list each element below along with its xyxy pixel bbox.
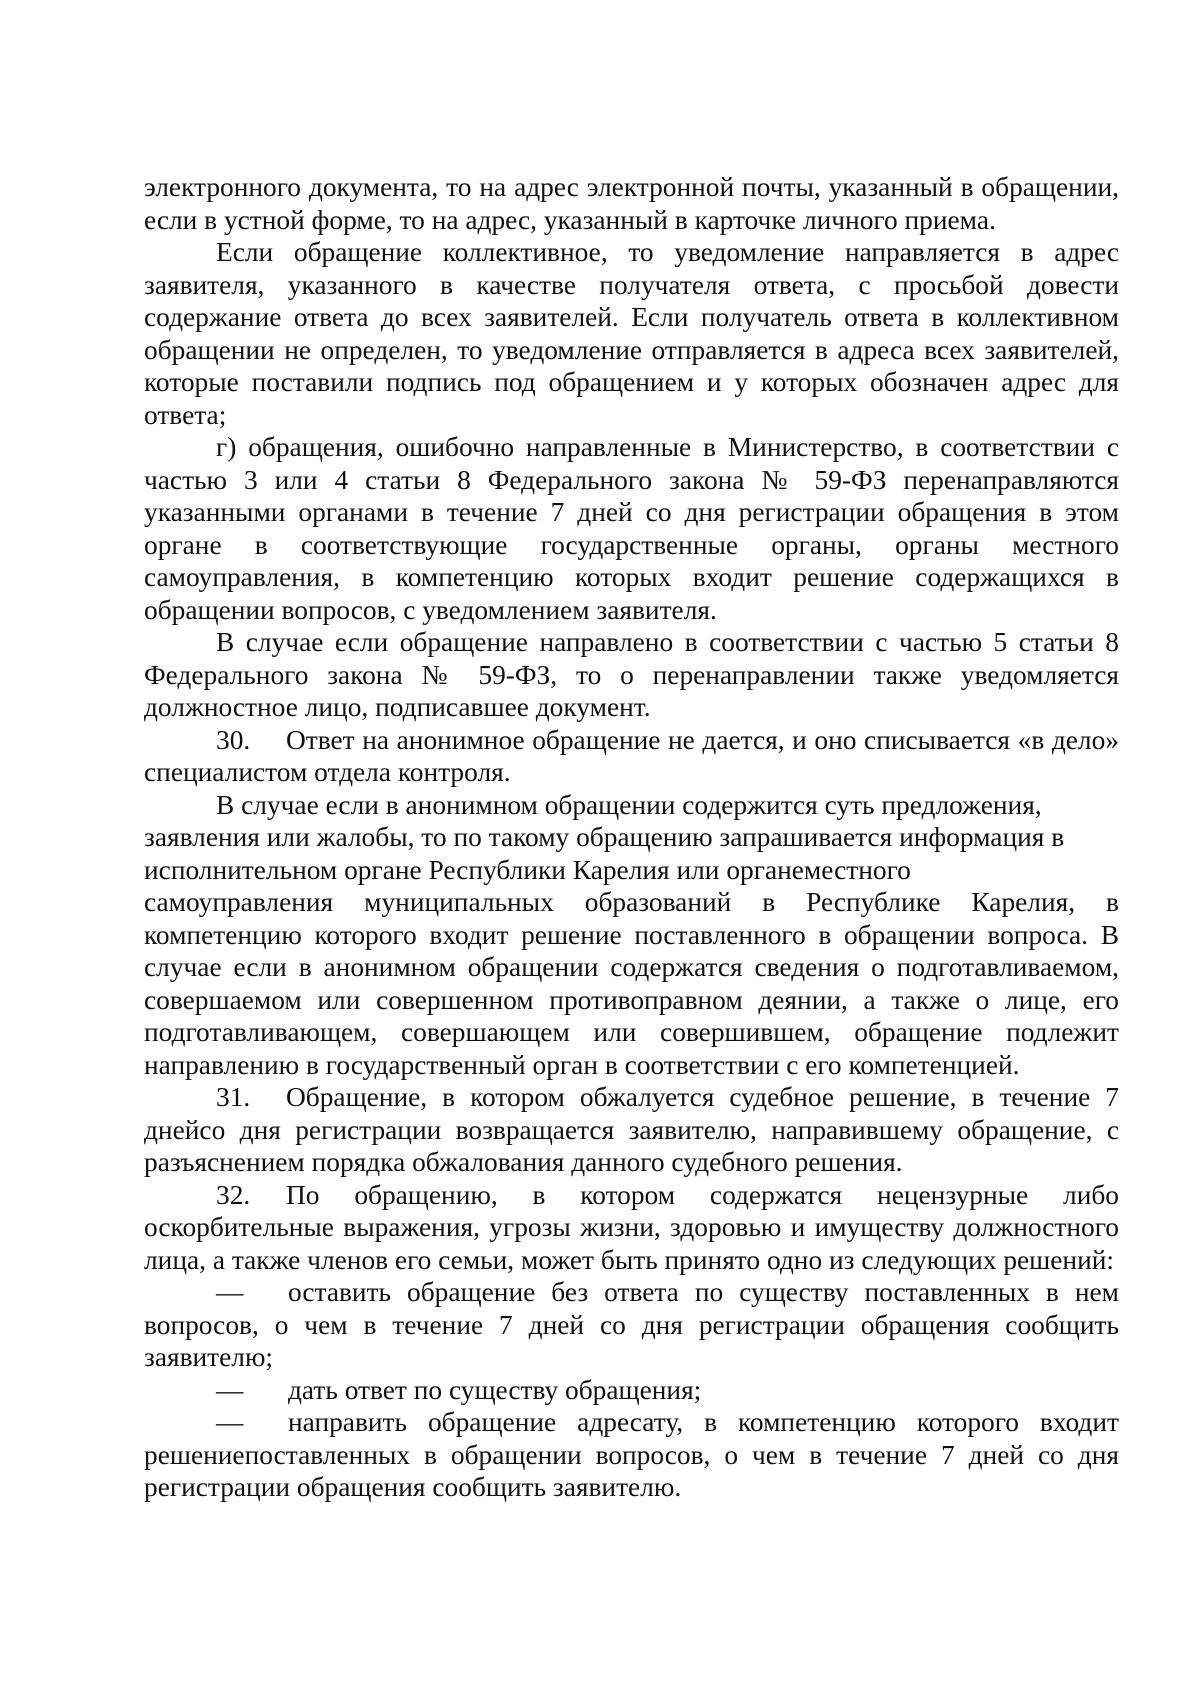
paragraph-30	[144, 724, 1119, 789]
paragraph-number: 32.	[216, 1179, 251, 1210]
paragraph-collective-appeal: Если обращение коллективное, то уведомление направляется в адрес заявителя, указанного в качестве получателя ответа, с просьбой довести содержание ответа до всех заявителей. Если получатель ответа в коллективном обращении не определен, то уведомление отправляется в адреса всех заявителей, которые поставили подпись под обращением и у которых обозначен адрес для ответа;	[144, 237, 1119, 430]
paragraph-32	[144, 1179, 1119, 1277]
paragraph-number: 30.	[216, 724, 251, 755]
dash-bullet: —	[216, 1277, 244, 1307]
paragraph-text: Ответ на анонимное обращение не дается, и оно списывается «в дело» специалистом отдела контроля.	[144, 724, 1119, 787]
paragraph-31	[144, 1081, 1119, 1179]
list-item-text: дать ответ по существу обращения;	[288, 1374, 702, 1405]
list-item-text: направить обращение адресату, в компетенцию которого входит решениепоставленных в обращении вопросов, о чем в течение 7 дней со дня регистрации обращения сообщить заявителю.	[144, 1407, 1119, 1502]
paragraph-continuation: электронного документа, то на адрес электронной почты, указанный в обращении, если в устной форме, то на адрес, указанный в карточке личного приема.	[144, 172, 1119, 235]
paragraph-text: Обращение, в котором обжалуется судебное решение, в течение 7 днейсо дня регистрации возвращается заявителю, направившему обращение, с разъяснением порядка обжалования данного судебного решения.	[144, 1082, 1119, 1177]
list-item-give-answer	[144, 1374, 1119, 1407]
list-item-forward-to-addressee	[144, 1406, 1119, 1504]
paragraph-number: 31.	[216, 1082, 251, 1112]
list-item-text: оставить обращение без ответа по существу поставленных в нем вопросов, о чем в течение 7 дней со дня регистрации обращения сообщить заявителю;	[144, 1277, 1119, 1372]
paragraph-anonymous-part-b: самоуправления муниципальных образований в Республике Карелия, в компетенцию которого входит решение поставленного в обращении вопроса. В случае если в анонимном обращении содержатся сведения о подготавливаемом, совершаемом или совершенном противоправном деянии, а также о лице, его подготавливающем, совершающем или совершившем, обращение подлежит направлению в государственный орган в соответствии с его компетенцией.	[144, 887, 1119, 1080]
dash-bullet: —	[216, 1407, 244, 1437]
dash-bullet: —	[216, 1374, 244, 1405]
paragraph-anonymous-part-a: В случае если в анонимном обращении содержится суть предложения, заявления или жалобы, то по такому обращению запрашивается информация в исполнительном органе Республики Карелия или органеместного	[144, 789, 1065, 885]
document-page	[144, 171, 1119, 1504]
list-item-leave-without-answer	[144, 1276, 1119, 1374]
paragraph-item-g: г) обращения, ошибочно направленные в Министерство, в соответствии с частью 3 или 4 статьи 8 Федерального закона № 59-ФЗ перенаправляются указанными органами в течение 7 дней со дня регистрации обращения в этом органе в соответствующие государственные органы, органы местного самоуправления, в компетенцию которых входит решение содержащихся в обращении вопросов, с уведомлением заявителя.	[144, 432, 1119, 625]
paragraph-redirect-notice: В случае если обращение направлено в соответствии с частью 5 статьи 8 Федерального закона № 59-ФЗ, то о перенаправлении также уведомляется должностное лицо, подписавшее документ.	[144, 627, 1119, 722]
paragraph-text: По обращению, в котором содержатся нецензурные либо оскорбительные выражения, угрозы жизни, здоровью и имуществу должностного лица, а также членов его семьи, может быть принято одно из следующих решений:	[144, 1179, 1119, 1275]
